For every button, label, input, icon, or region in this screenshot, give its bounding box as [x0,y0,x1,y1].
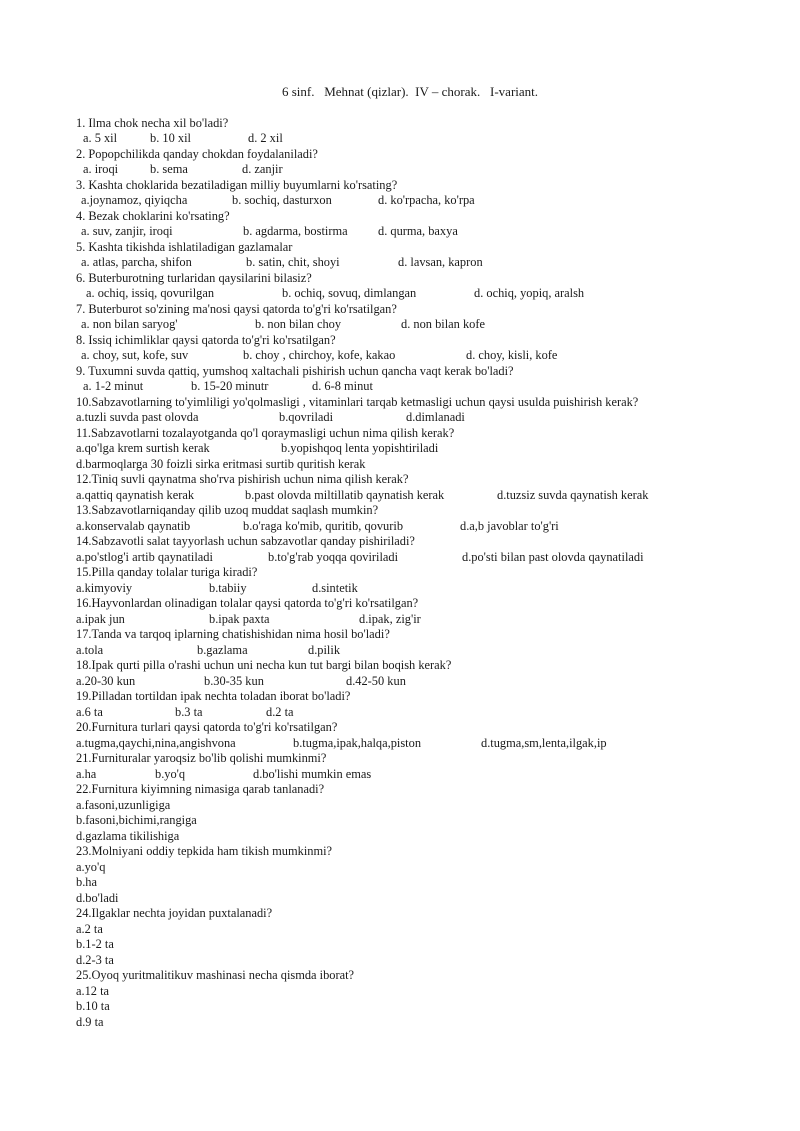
question-text: 18.Ipak qurti pilla o'rashi uchun uni necha kun tut bargi bilan boqish kerak? [76,658,452,672]
option-d: d.9 ta [76,1014,104,1029]
option-b: b. ochiq, sovuq, dimlangan [282,286,417,300]
option-row [76,519,791,535]
option-a: a.kimyoviy [76,580,133,595]
option-a: a.joynamoz, qiyiqcha [81,193,188,207]
option-b: b.o'raga ko'mib, quritib, qovurib [243,518,404,533]
question-text: 1. Ilma chok necha xil bo'ladi? [76,115,229,130]
option-b: b. sochiq, dasturxon [232,193,332,207]
question-text: 22.Furnitura kiyimning nimasiga qarab tanlanadi? [76,782,325,796]
page-title: 6 sinf. Mehnat (qizlar). IV – chorak. I-variant. [281,84,539,99]
option-d: d. non bilan kofe [401,317,485,331]
option-row [76,379,791,395]
option-row [76,286,791,302]
question-text: 11.Sabzavotlarni tozalayotganda qo'l qoraymasligi uchun nima qilish kerak? [76,425,455,440]
question-text: 25.Oyoq yuritmalitikuv mashinasi necha qismda iborat? [76,968,355,982]
option-a: a. 5 xil [83,131,118,145]
option-a: a. ochiq, issiq, qovurilgan [86,286,215,300]
question-text: 21.Furnituralar yaroqsiz bo'lib qolishi mumkinmi? [76,751,327,765]
option-d: d.tuzsiz suvda qaynatish kerak [497,487,649,502]
option-row [76,317,791,333]
option-a: a.qo'lga krem surtish kerak [76,441,210,455]
option-row [76,348,791,364]
option-a: a. 1-2 minut [83,379,144,393]
option-a: a.yo'q [76,859,106,874]
option-row [76,705,791,721]
question-text: 23.Molniyani oddiy tepkida ham tikish mumkinmi? [76,844,333,858]
option-d: d.ipak, zig'ir [359,611,421,626]
option-row [76,488,791,504]
option-a: a. non bilan saryog' [81,317,178,331]
option-row [76,162,791,178]
option-b: b. satin, chit, shoyi [246,255,340,269]
option-b: b. agdarma, bostirma [243,224,348,238]
question-text: 12.Tiniq suvli qaynatma sho'rva pishirish uchun nima qilish kerak? [76,472,409,486]
option-b: b.1-2 ta [76,937,114,951]
option-row [76,410,791,426]
option-d: d.gazlama tikilishiga [76,828,180,843]
question-text: 3. Kashta choklarida bezatiladigan milliy buyumlarni ko'rsating? [76,177,398,192]
question-list [76,116,791,1031]
option-b: b.qovriladi [279,410,334,424]
option-d: d.bo'lishi mumkin emas [253,766,372,781]
option-row [76,674,791,690]
question-text: 7. Buterburot so'zining ma'nosi qaysi qatorda to'g'ri ko'rsatilgan? [76,301,397,316]
option-d: d.pilik [308,642,341,657]
option-b: b. non bilan choy [255,317,342,331]
option-a: a.2 ta [76,921,103,936]
question-text: 20.Furnitura turlari qaysi qatorda to'g'ri ko'rsatilgan? [76,720,338,734]
option-row [76,255,791,271]
option-b: b.30-35 kun [204,673,264,688]
option-row [76,643,791,659]
option-b: b.tugma,ipak,halqa,piston [293,735,422,750]
option-a: a.fasoni,uzunligiga [76,797,171,812]
option-b: b.fasoni,bichimi,rangiga [76,813,197,827]
option-a: a.tugma,qaychi,nina,angishvona [76,735,236,750]
option-row [76,612,791,628]
option-a: a.tola [76,642,104,657]
option-row [76,193,791,209]
option-row [76,550,791,566]
option-a: a.ha [76,766,97,781]
option-b: b. 15-20 minutr [191,379,269,393]
question-text: 24.Ilgaklar nechta joyidan puxtalanadi? [76,906,273,920]
question-text: 6. Buterburotning turlaridan qaysilarini bilasiz? [76,270,312,285]
option-a: a.tuzli suvda past olovda [76,410,199,424]
option-d: d.dimlanadi [406,410,465,424]
option-a: a.po'stlog'i artib qaynatiladi [76,549,213,564]
option-a: a.konservalab qaynatib [76,518,191,533]
option-d: d.2 ta [266,704,294,719]
option-b: b.past olovda miltillatib qaynatish kerak [245,487,445,502]
option-b: b.tabiiy [209,580,247,595]
option-b: b. choy , chirchoy, kofe, kakao [243,348,396,362]
question-text: 9. Tuxumni suvda qattiq, yumshoq xaltachali pishirish uchun qancha vaqt kerak bo'ladi? [76,363,514,378]
question-text: 16.Hayvonlardan olinadigan tolalar qaysi qatorda to'g'ri ko'rsatilgan? [76,596,419,610]
option-b: b.to'g'rab yoqqa qoviriladi [268,549,399,564]
option-d: d.42-50 kun [346,673,406,688]
option-d: d.bo'ladi [76,890,119,905]
option-d: d. lavsan, kapron [398,255,483,269]
option-row [76,441,791,457]
option-a: a.ipak jun [76,611,125,626]
option-row [76,131,791,147]
option-b: b.ipak paxta [209,611,270,626]
option-b: b. sema [150,162,188,176]
option-row [76,767,791,783]
option-b: b.yopishqoq lenta yopishtiriladi [281,441,439,455]
option-a: a. suv, zanjir, iroqi [81,224,173,238]
option-a: a.12 ta [76,983,110,998]
question-text: 4. Bezak choklarini ko'rsating? [76,208,230,223]
question-text: 19.Pilladan tortildan ipak nechta toladan iborat bo'ladi? [76,689,351,703]
option-b: b.10 ta [76,999,110,1013]
option-b: b.yo'q [155,766,186,781]
question-text: 15.Pilla qanday tolalar turiga kiradi? [76,565,258,579]
option-a: a. atlas, parcha, shifon [81,255,192,269]
option-b: b.3 ta [175,704,203,719]
question-text: 17.Tanda va tarqoq iplarning chatishishidan nima hosil bo'ladi? [76,627,390,641]
option-d: d. 6-8 minut [312,379,373,393]
question-text: 5. Kashta tikishda ishlatiladigan gazlamalar [76,239,293,254]
option-d: d.sintetik [312,580,358,595]
option-row [76,581,791,597]
option-line: d.barmoqlarga 30 foizli sirka eritmasi surtib quritish kerak [76,456,366,471]
option-a: a. choy, sut, kofe, suv [81,348,189,362]
question-text: 10.Sabzavotlarning to'yimliligi yo'qolmasligi , vitaminlari tarqab ketmasligi uchun qaysi usulda puishirish kerak? [76,394,639,409]
option-a: a. iroqi [83,162,119,176]
question-text: 14.Sabzavotli salat tayyorlash uchun sabzavotlar qanday pishiriladi? [76,534,415,548]
option-d: d. choy, kisli, kofe [466,348,558,362]
option-row [76,736,791,752]
option-a: a.6 ta [76,704,103,719]
option-d: d.2-3 ta [76,952,114,967]
question-text: 13.Sabzavotlarniqanday qilib uzoq muddat saqlash mumkin? [76,503,379,517]
option-d: d. ochiq, yopiq, aralsh [474,286,585,300]
option-a: a.20-30 kun [76,673,136,688]
option-d: d. ko'rpacha, ko'rpa [378,193,475,207]
option-d: d.po'sti bilan past olovda qaynatiladi [462,549,644,564]
option-d: d. 2 xil [248,131,283,145]
option-b: b. 10 xil [150,131,191,145]
option-d: d.tugma,sm,lenta,ilgak,ip [481,735,607,750]
question-text: 2. Popopchilikda qanday chokdan foydalaniladi? [76,146,318,161]
option-d: d. qurma, baxya [378,224,458,238]
option-b: b.ha [76,875,97,889]
option-a: a.qattiq qaynatish kerak [76,487,195,502]
option-row [76,224,791,240]
option-d: d.a,b javoblar to'g'ri [460,518,559,533]
question-text: 8. Issiq ichimliklar qaysi qatorda to'g'ri ko'rsatilgan? [76,332,336,347]
option-d: d. zanjir [242,162,283,176]
option-b: b.gazlama [197,642,248,657]
